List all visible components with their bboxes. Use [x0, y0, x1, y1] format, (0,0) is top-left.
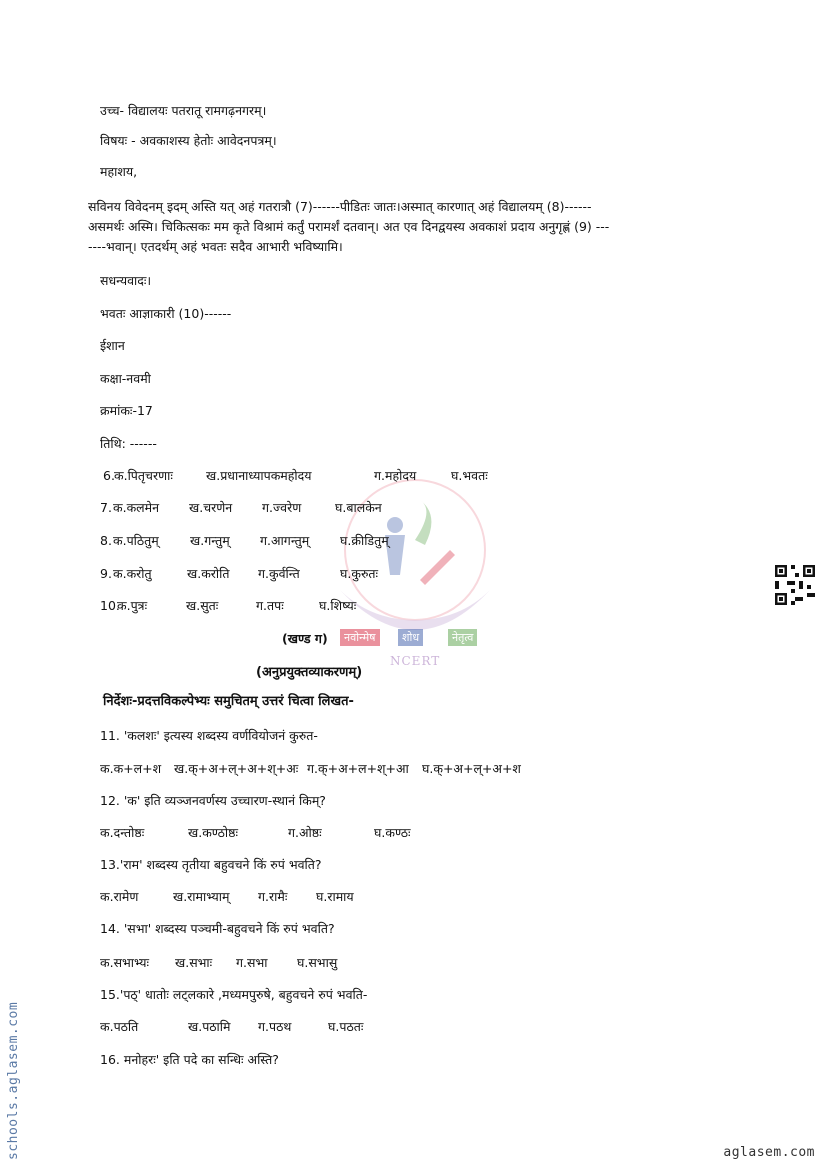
- option-c: ग.रामैः: [258, 889, 288, 904]
- watermark-badge-2: शोध: [398, 629, 423, 646]
- watermark-org: NCERT: [390, 654, 441, 668]
- option-a: क.करोतु: [113, 566, 152, 581]
- option-number: 10.: [100, 598, 120, 613]
- question-11: 11. 'कलशः' इत्यस्य शब्दस्य वर्णवियोजनं कुरुत-: [100, 728, 318, 743]
- option-c: ग.महोदय: [374, 468, 417, 483]
- section-title: (खण्ड ग): [282, 631, 328, 646]
- option-a: क.रामेण: [100, 889, 139, 904]
- option-c: ग.ओष्ठः: [288, 825, 322, 840]
- option-c: ग.पठथ: [258, 1019, 292, 1034]
- option-c: ग.तपः: [256, 598, 284, 613]
- option-number: 7.: [100, 500, 112, 515]
- option-c: ग.क्+अ+ल+श्+आ: [307, 761, 409, 776]
- watermark-badge-3: नेतृत्व: [448, 629, 477, 646]
- footer-url: aglasem.com: [723, 1145, 815, 1160]
- option-d: घ.कुरुतः: [340, 566, 379, 581]
- option-b: ख.प्रधानाध्यापकमहोदय: [206, 468, 312, 483]
- closing-obedient: भवतः आज्ञाकारी (10)------: [100, 306, 232, 321]
- option-d: घ.पठतः: [328, 1019, 364, 1034]
- option-b: ख.रामाभ्याम्: [173, 889, 230, 904]
- option-a: क.पठति: [100, 1019, 139, 1034]
- section-instruction: निर्देशः-प्रदत्तविकल्पेभ्यः समुचितम् उत्तरं चित्वा लिखत-: [103, 694, 354, 709]
- option-c: ग.ज्वरेण: [262, 500, 302, 515]
- qr-code: [775, 565, 815, 605]
- letter-body: [88, 197, 738, 257]
- option-d: घ.शिष्यः: [319, 598, 357, 613]
- option-b: ख.क्+अ+ल्+अ+श्+अः: [174, 761, 299, 776]
- sender-roll: क्रमांकः-17: [100, 403, 153, 418]
- question-12: 12. 'क' इति व्यञ्जनवर्णस्य उच्चारण-स्थानं किम्?: [100, 793, 326, 808]
- option-a: क.पठितुम्: [113, 533, 159, 548]
- option-d: घ.भवतः: [451, 468, 488, 483]
- option-a: क.पुत्रः: [117, 598, 148, 613]
- option-d: घ.क्+अ+ल्+अ+श: [422, 761, 521, 776]
- question-14: 14. 'सभा' शब्दस्य पञ्चमी-बहुवचने किं रुपं भवति?: [100, 921, 335, 936]
- closing-thanks: सधन्यवादः।: [100, 273, 152, 288]
- option-a: क.सभाभ्यः: [100, 955, 150, 970]
- subject-line: विषयः - अवकाशस्य हेतोः आवेदनपत्रम्।: [100, 133, 277, 148]
- option-number: 8.: [100, 533, 112, 548]
- letter-date: तिथि: ------: [100, 436, 157, 451]
- recipient-line: उच्च- विद्यालयः पतरातू रामगढ़नगरम्।: [100, 103, 267, 118]
- option-d: घ.कण्ठः: [374, 825, 411, 840]
- option-a: क.क+ल+श: [100, 761, 162, 776]
- option-b: ख.सभाः: [175, 955, 213, 970]
- letter-body-line-3: ----भवान्। एतदर्थम् अहं भवतः सदैव आभारी भविष्यामि।: [88, 239, 343, 254]
- section-subtitle: (अनुप्रयुक्तव्याकरणम्): [256, 665, 363, 680]
- question-15: 15.'पठ्' धातोः लट्लकारे ,मध्यमपुरुषे, बहुवचने रुपं भवति-: [100, 987, 368, 1002]
- option-d: घ.क्रीडितुम्: [340, 533, 389, 548]
- salutation: महाशय,: [100, 164, 138, 179]
- option-d: घ.रामाय: [316, 889, 354, 904]
- option-d: घ.बालकेन: [335, 500, 382, 515]
- option-b: ख.कण्ठोष्ठः: [188, 825, 238, 840]
- option-number: 9.: [100, 566, 112, 581]
- option-b: ख.सुतः: [186, 598, 219, 613]
- question-16: 16. मनोहरः' इति पदे का सन्धिः अस्ति?: [100, 1052, 279, 1067]
- option-number: 6.: [103, 468, 115, 483]
- option-a: क.पितृचरणाः: [114, 468, 173, 483]
- letter-body-line-2: असमर्थः अस्मि। चिकित्सकः मम कृते विश्रामं कर्तुं परामर्शं दतवान्। अत एव दिनद्वयस्य अवकाशं प्रदाय अनुगृह्णं (9) ---: [88, 219, 610, 234]
- letter-body-line-1: सविनय विवेदनम् इदम् अस्ति यत् अहं गतरात्रौ (7)------पीडितः जातः।अस्मात् कारणात् अहं विद्यालयम् (8)------: [88, 199, 592, 214]
- option-b: ख.पठामि: [188, 1019, 231, 1034]
- option-a: क.कलमेन: [113, 500, 160, 515]
- sender-name: ईशान: [100, 338, 125, 353]
- option-d: घ.सभासु: [297, 955, 338, 970]
- question-13: 13.'राम' शब्दस्य तृतीया बहुवचने किं रुपं भवति?: [100, 857, 322, 872]
- option-b: ख.करोति: [187, 566, 230, 581]
- option-c: ग.सभा: [236, 955, 268, 970]
- sender-class: कक्षा-नवमी: [100, 371, 151, 386]
- option-c: ग.आगन्तुम्: [260, 533, 310, 548]
- option-b: ख.चरणेन: [189, 500, 233, 515]
- option-b: ख.गन्तुम्: [190, 533, 230, 548]
- option-a: क.दन्तोष्ठः: [100, 825, 145, 840]
- side-watermark-url: schools.aglasem.com: [6, 1001, 21, 1160]
- watermark-badge-1: नवोन्मेष: [340, 629, 380, 646]
- option-c: ग.कुर्वन्ति: [258, 566, 300, 581]
